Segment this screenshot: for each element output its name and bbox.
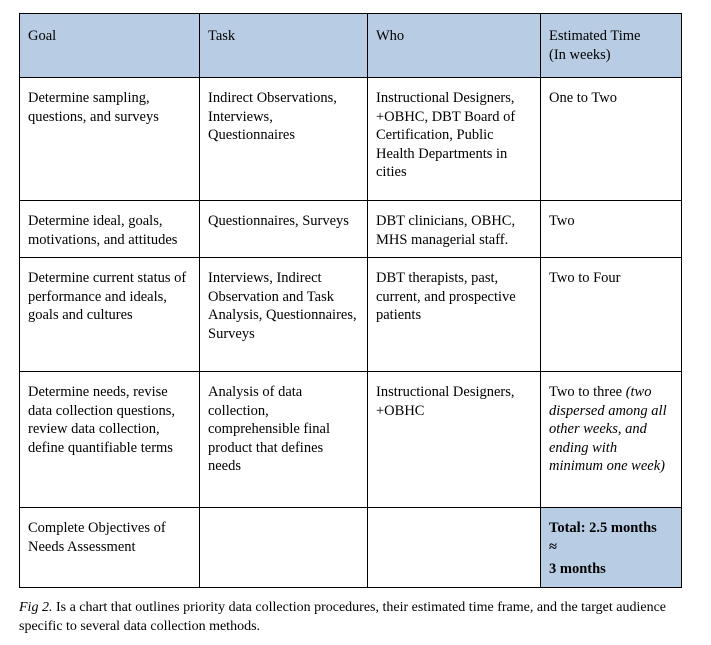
task-cell: Interviews, Indirect Observation and Task Analysis, Questionnaires, Surveys <box>200 258 368 372</box>
total-approx-line: 3 months <box>549 561 606 577</box>
who-cell <box>368 508 541 588</box>
header-estimated-time: Estimated Time (In weeks) <box>541 14 682 78</box>
goal-cell: Determine current status of performance and ideals, goals and cultures <box>20 258 200 372</box>
approx-symbol: ≈ <box>549 538 557 555</box>
goal-cell: Determine sampling, questions, and surveys <box>20 78 200 201</box>
table-row <box>20 78 682 201</box>
who-cell: DBT therapists, past, current, and prospective patients <box>368 258 541 372</box>
total-line: Total: 2.5 months <box>549 520 657 536</box>
who-cell: Instructional Designers, +OBHC <box>368 372 541 508</box>
table-row <box>20 201 682 258</box>
needs-assessment-table <box>19 13 682 588</box>
table-row <box>20 258 682 372</box>
time-cell: Two to Four <box>541 258 682 372</box>
time-cell: One to Two <box>541 78 682 201</box>
who-cell: DBT clinicians, OBHC, MHS managerial staff. <box>368 201 541 258</box>
task-cell <box>200 508 368 588</box>
header-row <box>20 14 682 78</box>
header-task: Task <box>200 14 368 78</box>
time-value: Two to three <box>549 384 623 400</box>
time-cell: Two <box>541 201 682 258</box>
caption-text: Is a chart that outlines priority data collection procedures, their estimated time frame, and the target audience specific to several data collection methods. <box>19 600 667 634</box>
header-goal: Goal <box>20 14 200 78</box>
goal-cell: Determine ideal, goals, motivations, and attitudes <box>20 201 200 258</box>
time-cell <box>541 372 682 508</box>
total-time-cell <box>541 508 682 588</box>
task-cell: Analysis of data collection, comprehensible final product that defines needs <box>200 372 368 508</box>
task-cell: Indirect Observations, Interviews, Questionnaires <box>200 78 368 201</box>
caption-label: Fig 2. <box>19 600 53 615</box>
goal-cell: Complete Objectives of Needs Assessment <box>20 508 200 588</box>
figure-caption <box>19 598 699 636</box>
time-note: (two dispersed among all other weeks, and ending with minimum one week) <box>549 384 667 474</box>
who-cell: Instructional Designers, +OBHC, DBT Board of Certification, Public Health Departments in cities <box>368 78 541 201</box>
header-who: Who <box>368 14 541 78</box>
table-row <box>20 372 682 508</box>
table-row <box>20 508 682 588</box>
goal-cell: Determine needs, revise data collection questions, review data collection, define quantifiable terms <box>20 372 200 508</box>
task-cell: Questionnaires, Surveys <box>200 201 368 258</box>
